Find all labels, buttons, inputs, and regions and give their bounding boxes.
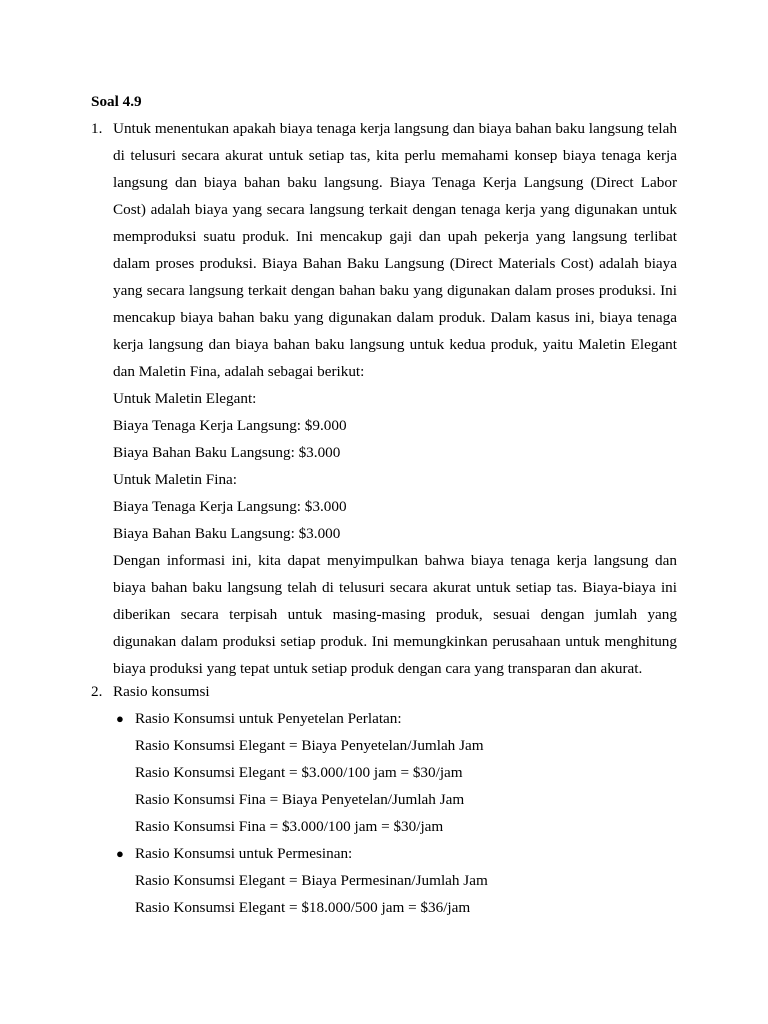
bullet-item-2	[113, 840, 677, 921]
bullet-2-line-1: Rasio Konsumsi Elegant = Biaya Permesinan/Jumlah Jam	[135, 872, 488, 889]
list-number-1: 1.	[91, 120, 103, 137]
bullet-dot-icon: ●	[116, 846, 124, 861]
bullet-2-title: Rasio Konsumsi untuk Permesinan:	[135, 845, 353, 862]
item-1-intro-paragraph: Untuk menentukan apakah biaya tenaga kerja langsung dan biaya bahan baku langsung telah di telusuri secara akurat untuk setiap tas, kita perlu memahami konsep biaya tenaga kerja langsung dan biaya bahan baku langsung. Biaya Tenaga Kerja Langsung (Direct Labor Cost) adalah biaya yang secara langsung terkait dengan tenaga kerja yang digunakan untuk memproduksi suatu produk. Ini mencakup gaji dan upah pekerja yang langsung terlibat dalam proses produksi. Biaya Bahan Baku Langsung (Direct Materials Cost) adalah biaya yang secara langsung terkait dengan bahan baku yang digunakan dalam proses produksi. Ini mencakup biaya bahan baku yang digunakan dalam produk. Dalam kasus ini, biaya tenaga kerja langsung dan biaya bahan baku langsung untuk kedua produk, yaitu Maletin Elegant dan Maletin Fina, adalah sebagai berikut:	[113, 120, 677, 380]
item-2-title: Rasio konsumsi	[113, 683, 210, 700]
bullet-item-1	[113, 705, 677, 840]
bullet-dot-icon: ●	[116, 711, 124, 726]
list-item-1-body	[113, 115, 677, 682]
bullet-1-line-3: Rasio Konsumsi Fina = Biaya Penyetelan/Jumlah Jam	[135, 791, 465, 808]
fina-labor-line: Biaya Tenaga Kerja Langsung: $3.000	[113, 498, 347, 515]
fina-materials-line: Biaya Bahan Baku Langsung: $3.000	[113, 525, 341, 542]
list-item-2	[91, 678, 677, 921]
bullet-1-line-2: Rasio Konsumsi Elegant = $3.000/100 jam = $30/jam	[135, 764, 463, 781]
elegant-heading-line: Untuk Maletin Elegant:	[113, 390, 257, 407]
elegant-labor-line: Biaya Tenaga Kerja Langsung: $9.000	[113, 417, 347, 434]
document-heading: Soal 4.9	[91, 93, 142, 110]
bullet-2-line-2: Rasio Konsumsi Elegant = $18.000/500 jam = $36/jam	[135, 899, 471, 916]
fina-heading-line: Untuk Maletin Fina:	[113, 471, 238, 488]
bullet-1-line-1: Rasio Konsumsi Elegant = Biaya Penyetelan/Jumlah Jam	[135, 737, 484, 754]
list-item-2-body	[113, 678, 677, 921]
list-number-2: 2.	[91, 683, 103, 700]
list-item-1	[91, 115, 677, 682]
bullet-list	[113, 705, 677, 921]
bullet-1-title: Rasio Konsumsi untuk Penyetelan Perlatan:	[135, 710, 402, 727]
elegant-materials-line: Biaya Bahan Baku Langsung: $3.000	[113, 444, 341, 461]
item-1-conclusion-paragraph: Dengan informasi ini, kita dapat menyimpulkan bahwa biaya tenaga kerja langsung dan biaya bahan baku langsung telah di telusuri secara akurat untuk setiap tas. Biaya-biaya ini diberikan secara terpisah untuk masing-masing produk, sesuai dengan jumlah yang digunakan dalam produksi setiap produk. Ini memungkinkan perusahaan untuk menghitung biaya produksi yang tepat untuk setiap produk dengan cara yang transparan dan akurat.	[113, 552, 677, 677]
bullet-1-line-4: Rasio Konsumsi Fina = $3.000/100 jam = $30/jam	[135, 818, 444, 835]
